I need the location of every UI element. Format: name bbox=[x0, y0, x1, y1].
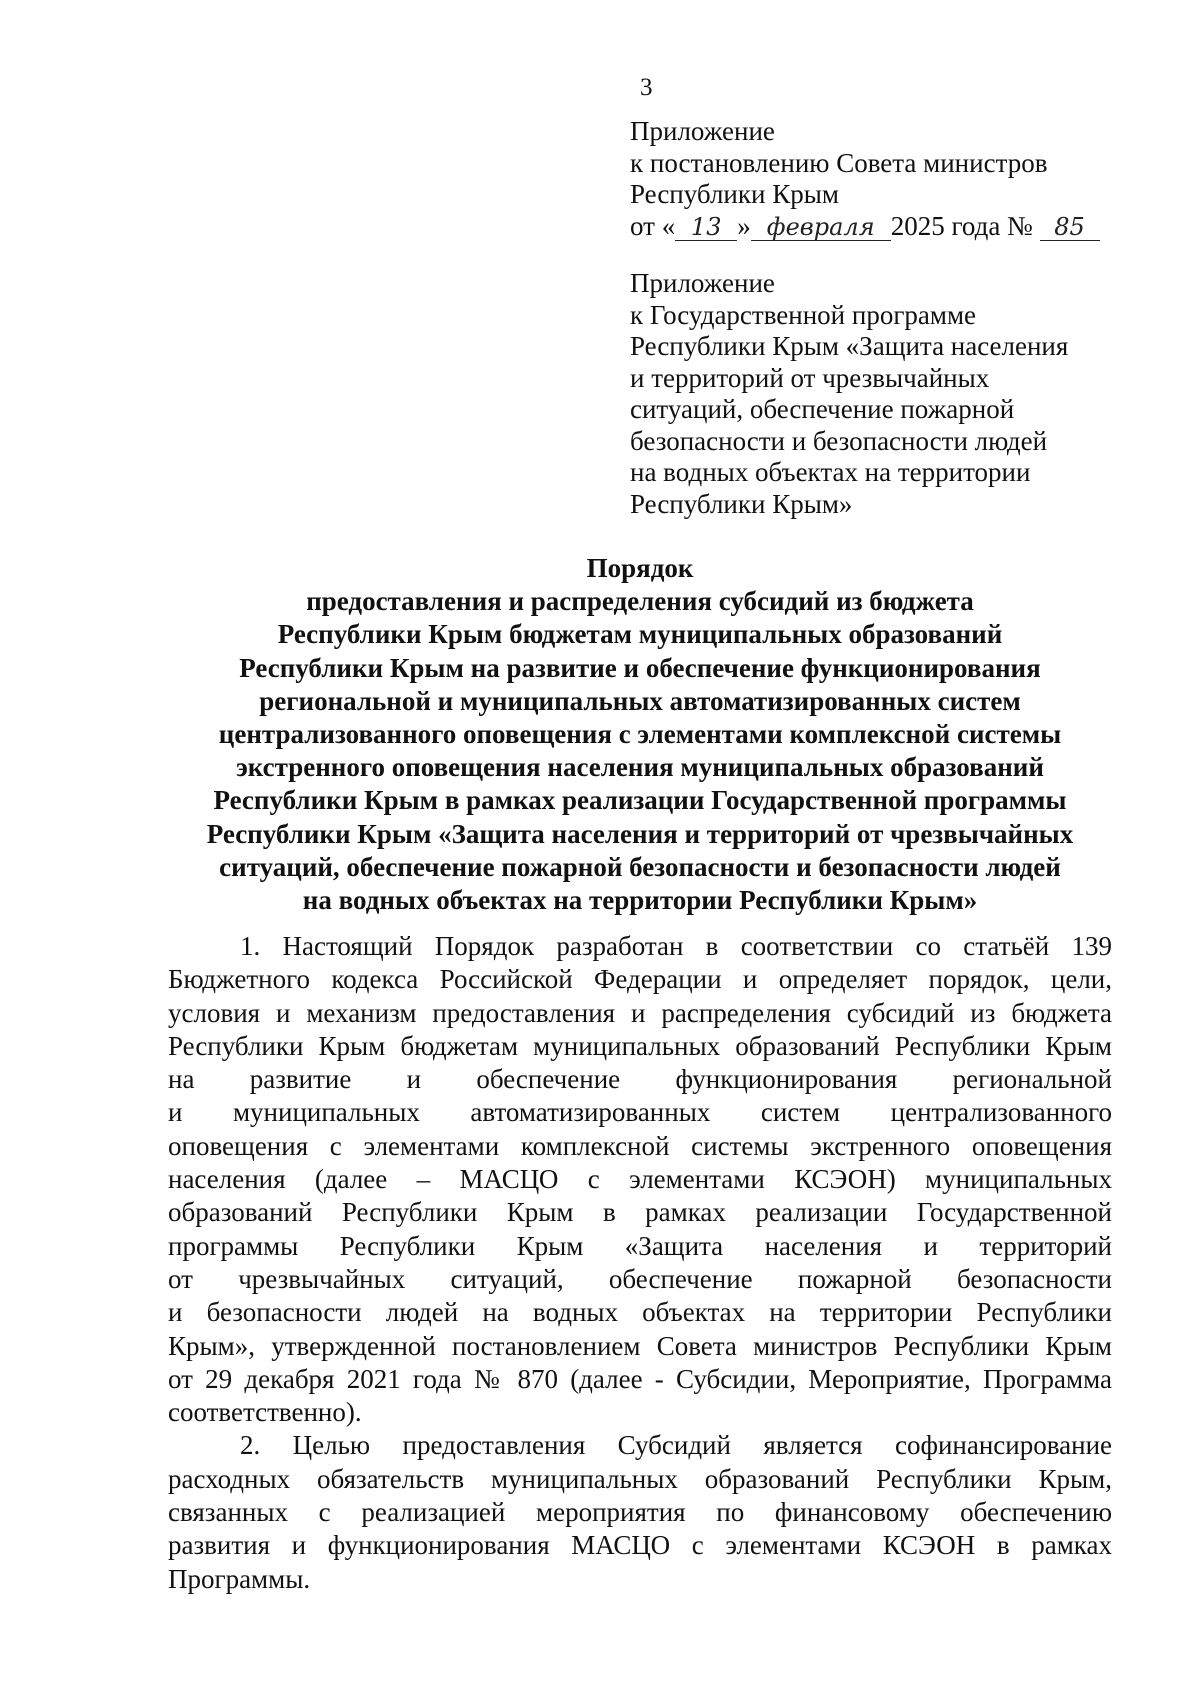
paragraph-1 bbox=[168, 930, 1112, 1429]
body-line: программы Республики Крым «Защита населения и территорий bbox=[168, 1230, 1112, 1261]
body-line: образований Республики Крым в рамках реализации Государственной bbox=[168, 1197, 1112, 1228]
annex-program-line: Республики Крым» bbox=[630, 488, 853, 519]
body-line: Крым», утвержденной постановлением Совета министров Республики Крым bbox=[168, 1330, 1112, 1361]
page-number: 3 bbox=[640, 74, 653, 101]
body-line: 1. Настоящий Порядок разработан в соответствии со статьёй 139 bbox=[240, 931, 1112, 961]
paragraph-2 bbox=[168, 1429, 1112, 1595]
handwritten-number: 85 bbox=[1040, 214, 1100, 241]
annex-decree-block bbox=[630, 116, 1170, 242]
annex-program-line: и территорий от чрезвычайных bbox=[630, 362, 990, 393]
body-line: соответственно). bbox=[168, 1397, 362, 1428]
title-line: Республики Крым бюджетам муниципальных образований bbox=[277, 619, 1003, 650]
annex-decree-line: Республики Крым bbox=[630, 179, 839, 209]
body-line: связанных с реализацией мероприятия по финансовому обеспечению bbox=[168, 1497, 1112, 1528]
annex-program-line: Приложение bbox=[630, 268, 775, 298]
handwritten-month: февраля bbox=[751, 214, 891, 241]
annex-program-block bbox=[630, 268, 1170, 520]
body-line: и муниципальных автоматизированных систем централизованного bbox=[168, 1097, 1112, 1128]
body-line: 2. Целью предоставления Субсидий является софинансирование bbox=[240, 1430, 1112, 1461]
annex-program-line: безопасности и безопасности людей bbox=[630, 425, 1048, 456]
body-line: Республики Крым бюджетам муниципальных образований Республики Крым bbox=[168, 1030, 1112, 1061]
annex-decree-line: Приложение bbox=[630, 116, 775, 146]
body-line: развития и функционирования МАСЦО с элементами КСЭОН в рамках bbox=[168, 1530, 1112, 1561]
annex-program-line: к Государственной программе bbox=[630, 299, 977, 330]
body-line: и безопасности людей на водных объектах на территории Республики bbox=[168, 1297, 1112, 1328]
annex-program-line: ситуаций, обеспечение пожарной bbox=[630, 394, 1015, 424]
title-line: Республики Крым «Защита населения и территорий от чрезвычайных bbox=[206, 818, 1074, 849]
title-line: предоставления и распределения субсидий из бюджета bbox=[306, 586, 974, 617]
body-line: от 29 декабря 2021 года № 870 (далее - Субсидии, Мероприятие, Программа bbox=[168, 1363, 1112, 1394]
body-line: населения (далее – МАСЦО с элементами КСЭОН) муниципальных bbox=[168, 1164, 1112, 1195]
title-line: централизованного оповещения с элементами комплексной системы bbox=[218, 719, 1062, 750]
date-prefix: от « bbox=[630, 210, 676, 241]
body-line: Бюджетного кодекса Российской Федерации и определяет порядок, цели, bbox=[168, 964, 1112, 995]
handwritten-day: 13 bbox=[675, 214, 737, 241]
title-line: экстренного оповещения населения муниципальных образований bbox=[236, 752, 1044, 783]
decree-date-line bbox=[630, 211, 1170, 243]
title-line: на водных объектах на территории Республики Крым» bbox=[302, 885, 978, 916]
document-title bbox=[120, 552, 1160, 917]
date-mid: » bbox=[737, 210, 751, 241]
title-line: Порядок bbox=[586, 553, 694, 583]
body-line: от чрезвычайных ситуаций, обеспечение пожарной безопасности bbox=[168, 1263, 1112, 1294]
body-line: расходных обязательств муниципальных образований Республики Крым, bbox=[168, 1463, 1112, 1494]
date-year: 2025 года № bbox=[890, 210, 1033, 241]
document-body bbox=[168, 930, 1112, 1596]
title-line: региональной и муниципальных автоматизированных систем bbox=[259, 685, 1021, 716]
body-line: Программы. bbox=[168, 1563, 311, 1594]
title-line: Республики Крым на развитие и обеспечение функционирования bbox=[239, 652, 1041, 683]
annex-program-line: на водных объектах на территории bbox=[630, 457, 1031, 487]
annex-program-line: Республики Крым «Защита населения bbox=[630, 331, 1069, 361]
title-line: Республики Крым в рамках реализации Государственной программы bbox=[213, 785, 1067, 816]
title-line: ситуаций, обеспечение пожарной безопасности и безопасности людей bbox=[219, 851, 1061, 882]
body-line: условия и механизм предоставления и распределения субсидий из бюджета bbox=[168, 997, 1112, 1028]
body-line: оповещения с элементами комплексной системы экстренного оповещения bbox=[168, 1130, 1112, 1161]
annex-decree-line: к постановлению Совета министров bbox=[630, 147, 1048, 178]
body-line: на развитие и обеспечение функционирования региональной bbox=[168, 1064, 1112, 1095]
